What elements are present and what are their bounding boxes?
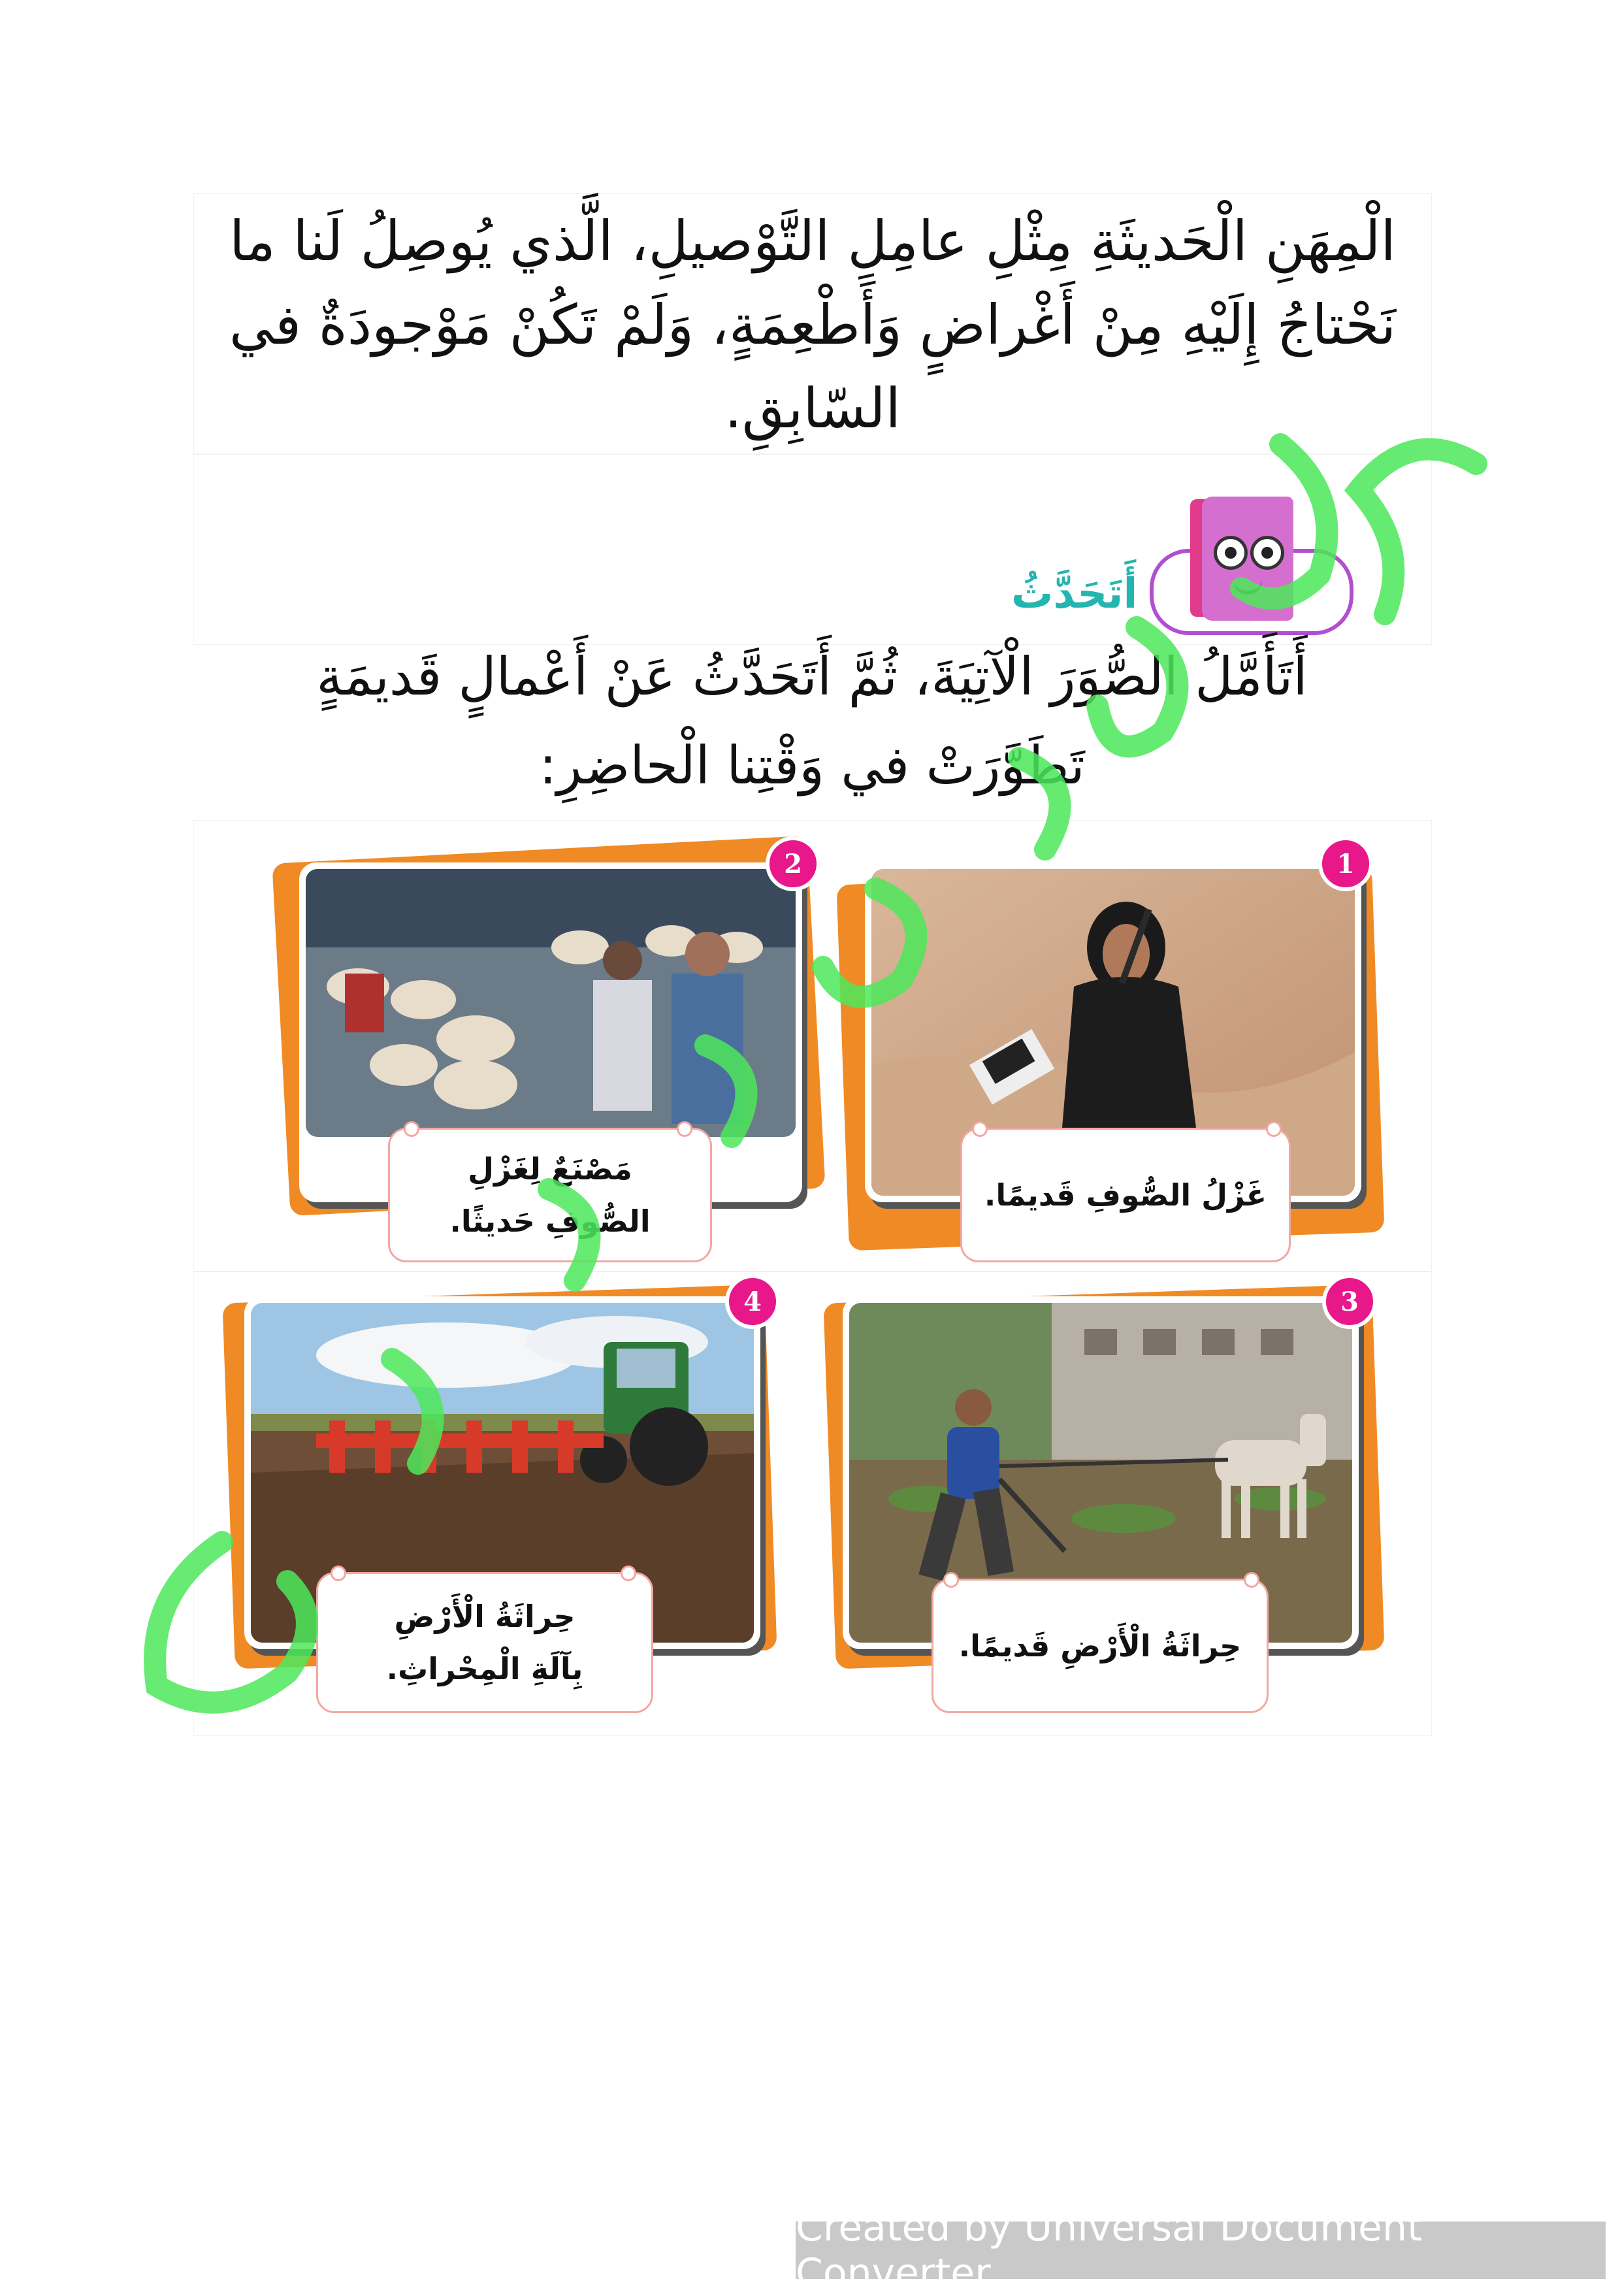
- intro-line-2: نَحْتاجُ إِلَيْهِ مِنْ أَغْراضٍ وَأَطْعِمَةٍ، وَلَمْ تَكُنْ مَوْجودَةٌ في: [229, 293, 1397, 357]
- caption-line: حِراثَةُ الْأَرْضِ: [394, 1599, 575, 1634]
- watermark-overlay: [118, 392, 1515, 1869]
- converter-footer: Created by Universal Document Converter: [796, 2222, 1606, 2279]
- instruction-line-1: أَتَأَمَّلُ الصُّوَرَ الْآتِيَةَ، ثُمَّ أَتَحَدَّثُ عَنْ أَعْمالٍ قَديمَةٍ: [316, 646, 1308, 707]
- card-number-badge: 4: [725, 1274, 780, 1329]
- caption-line: بِآلَةِ الْمِحْراثِ.: [386, 1651, 583, 1686]
- card-number-badge: 2: [766, 836, 820, 891]
- card-number-badge: 3: [1322, 1274, 1377, 1329]
- caption-line: غَزْلُ الصُّوفِ قَديمًا.: [984, 1177, 1267, 1213]
- intro-line-3: السّابِقِ.: [724, 376, 901, 440]
- intro-line-1: الْمِهَنِ الْحَديثَةِ مِثْلِ عامِلِ التَّوْصيلِ، الَّذي يُوصِلُ لَنا ما: [229, 209, 1396, 273]
- caption-line: مَصْنَعٌ لِغَزْلِ: [468, 1151, 632, 1187]
- caption-line: حِراثَةُ الْأَرْضِ قَديمًا.: [958, 1628, 1242, 1664]
- instruction-line-2: تَطَوَّرَتْ في وَقْتِنا الْحاضِرِ:: [539, 735, 1085, 796]
- speak-label: أَتَحَدَّثُ: [1011, 570, 1138, 618]
- caption-line: الصُّوفِ حَديثًا.: [449, 1204, 651, 1239]
- card-number-badge: 1: [1318, 836, 1373, 891]
